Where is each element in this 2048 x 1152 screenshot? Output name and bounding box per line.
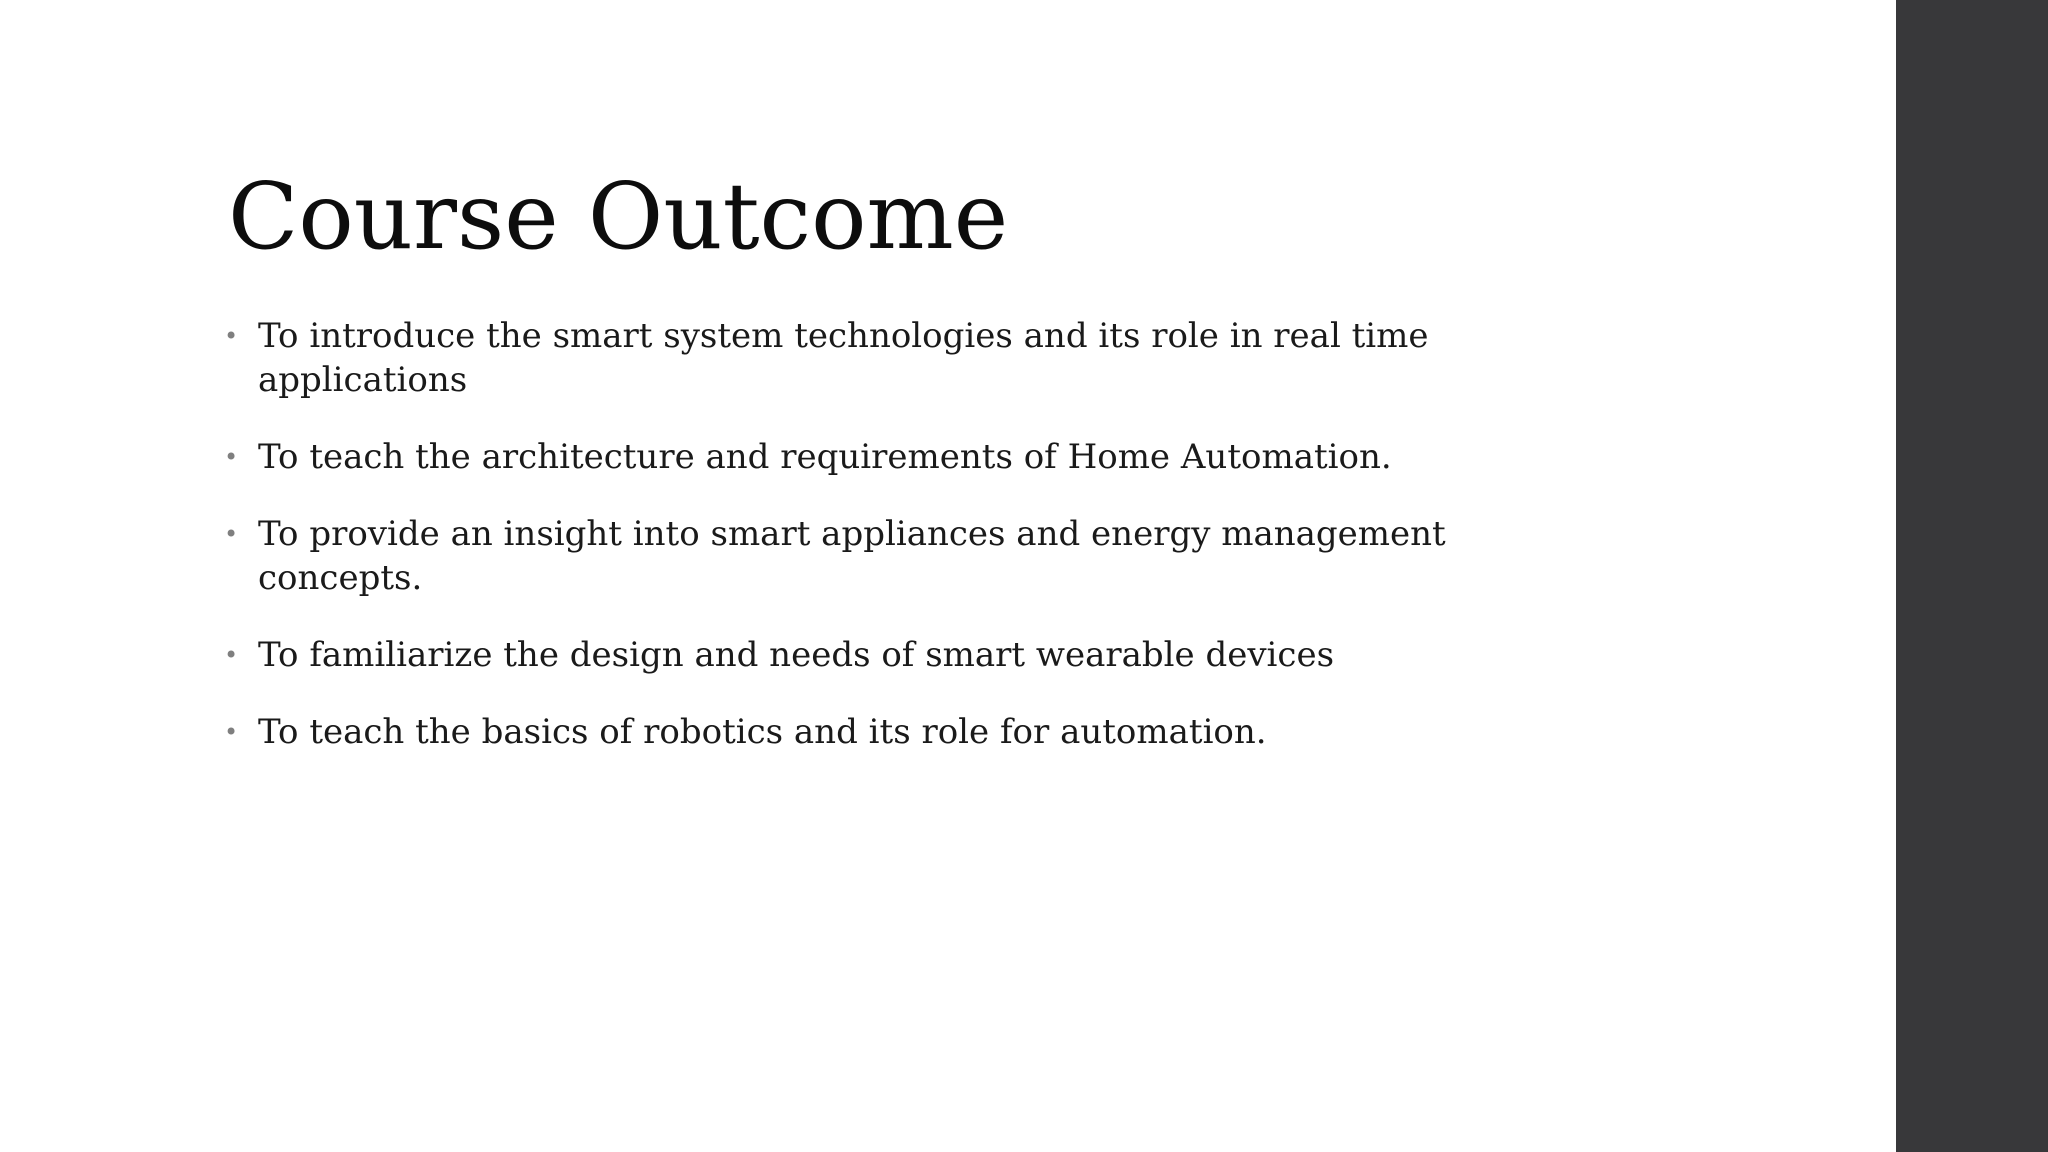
- bullet-item: [224, 633, 1524, 677]
- side-bar: [1896, 0, 2048, 1152]
- bullet-icon: •: [224, 520, 239, 548]
- bullet-icon: •: [224, 322, 239, 350]
- bullet-text: To introduce the smart system technologies and its role in real time applications: [258, 316, 1429, 400]
- bullet-text: To familiarize the design and needs of smart wearable devices: [258, 635, 1335, 675]
- bullet-item: [224, 512, 1524, 600]
- bullet-text: To teach the architecture and requirements of Home Automation.: [258, 437, 1392, 477]
- bullet-item: [224, 435, 1524, 479]
- bullet-icon: •: [224, 443, 239, 471]
- slide-title: Course Outcome: [228, 163, 1009, 270]
- bullet-icon: •: [224, 718, 239, 746]
- bullet-item: [224, 710, 1524, 754]
- bullet-text: To provide an insight into smart appliances and energy management concepts.: [258, 514, 1446, 598]
- bullet-text: To teach the basics of robotics and its role for automation.: [258, 712, 1267, 752]
- bullet-icon: •: [224, 641, 239, 669]
- bullet-item: [224, 314, 1524, 402]
- bullet-list: [224, 314, 1524, 787]
